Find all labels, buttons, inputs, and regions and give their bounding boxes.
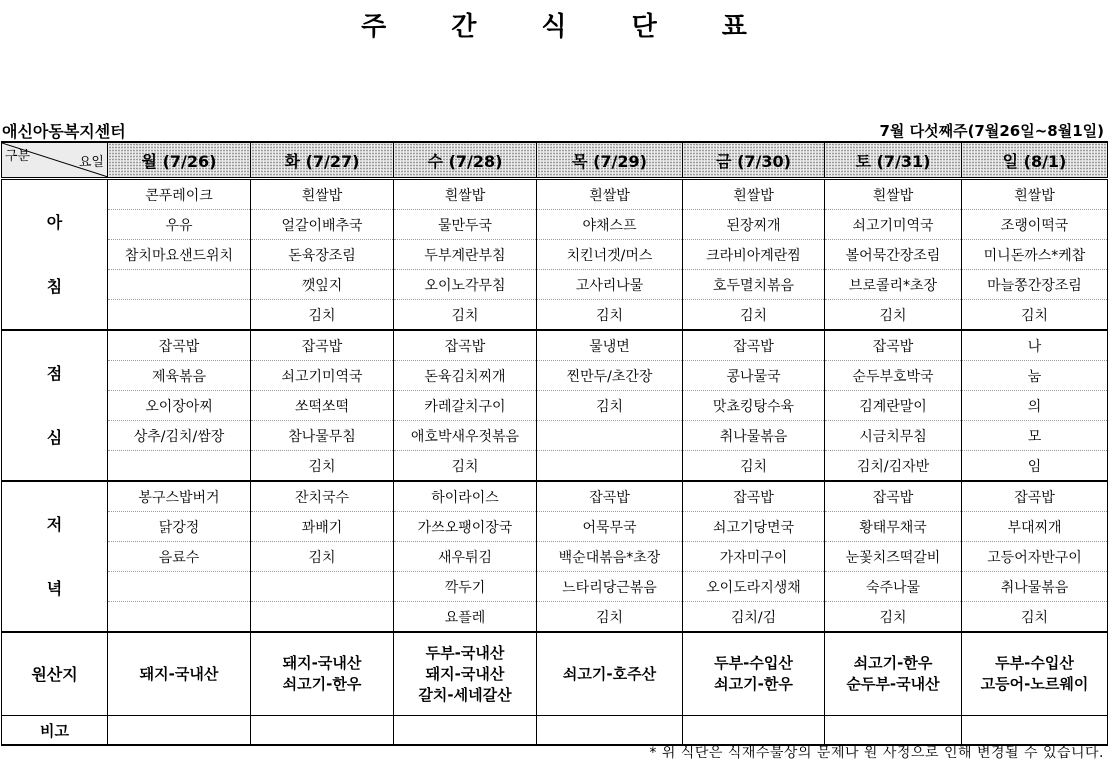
menu-row: [2, 451, 1108, 482]
menu-item: 하이라이스: [394, 481, 537, 512]
menu-item: 김치: [251, 300, 394, 331]
menu-row: [2, 330, 1108, 361]
meal-label: [2, 481, 108, 632]
page-title: 주 간 식 단 표: [361, 12, 775, 42]
origin-cell: [825, 632, 962, 716]
menu-item: 물냉면: [537, 330, 683, 361]
day-header: 금 (7/30): [683, 142, 825, 179]
menu-item: 오이노각무침: [394, 270, 537, 300]
remark-label: 비고: [2, 716, 108, 746]
menu-item: 순두부호박국: [825, 361, 962, 391]
menu-item: 야채스프: [537, 210, 683, 240]
menu-item: [108, 572, 251, 602]
menu-item: 김치: [251, 451, 394, 482]
meal-label-top: 저: [46, 514, 63, 534]
menu-item: 마늘쫑간장조림: [962, 270, 1108, 300]
menu-item: 김치: [394, 300, 537, 331]
day-header: 토 (7/31): [825, 142, 962, 179]
menu-item: 상추/김치/쌈장: [108, 421, 251, 451]
menu-item: 잡곡밥: [683, 330, 825, 361]
menu-item: 눔: [962, 361, 1108, 391]
remark-cell: [537, 716, 683, 746]
menu-item: 참치마요샌드위치: [108, 240, 251, 270]
menu-item: 백순대볶음*초장: [537, 542, 683, 572]
menu-item: 김치: [537, 300, 683, 331]
menu-item: 잡곡밥: [683, 481, 825, 512]
menu-item: 김치: [394, 451, 537, 482]
menu-item: 애호박새우젓볶음: [394, 421, 537, 451]
menu-item: 깍두기: [394, 572, 537, 602]
meal-label-bottom: 침: [46, 276, 63, 296]
menu-item: 꽈배기: [251, 512, 394, 542]
menu-item: [251, 572, 394, 602]
menu-item: 크라비아계란찜: [683, 240, 825, 270]
menu-item: 돈육김치찌개: [394, 361, 537, 391]
remark-cell: [251, 716, 394, 746]
menu-item: 김계란말이: [825, 391, 962, 421]
menu-item: 치킨너겟/머스: [537, 240, 683, 270]
menu-item: 우유: [108, 210, 251, 240]
menu-item: 조랭이떡국: [962, 210, 1108, 240]
origin-cell: [537, 632, 683, 716]
menu-item: 흰쌀밥: [537, 179, 683, 210]
menu-item: 볼어묵간장조림: [825, 240, 962, 270]
menu-item: 된장찌개: [683, 210, 825, 240]
menu-item: 흰쌀밥: [825, 179, 962, 210]
menu-item: 모: [962, 421, 1108, 451]
menu-row: [2, 481, 1108, 512]
origin-line: 두부-수입산: [714, 654, 793, 672]
menu-row: [2, 270, 1108, 300]
day-header: 수 (7/28): [394, 142, 537, 179]
remark-cell: [108, 716, 251, 746]
menu-item: 김치: [962, 602, 1108, 633]
menu-item: 취나물볶음: [962, 572, 1108, 602]
menu-item: 얼갈이배추국: [251, 210, 394, 240]
menu-item: 김치: [251, 542, 394, 572]
corner-weekday-label: 요일: [78, 155, 104, 170]
origin-line: 쇠고기-한우: [853, 654, 933, 672]
menu-item: 김치: [537, 602, 683, 633]
menu-item: 참나물무침: [251, 421, 394, 451]
organization-name: 애신아동복지센터: [2, 122, 126, 141]
menu-row: [2, 602, 1108, 633]
menu-item: 의: [962, 391, 1108, 421]
origin-cell: [108, 632, 251, 716]
day-header: 화 (7/27): [251, 142, 394, 179]
menu-row: [2, 240, 1108, 270]
origin-cell: [251, 632, 394, 716]
menu-row: [2, 572, 1108, 602]
menu-item: [251, 602, 394, 633]
menu-item: 김치: [962, 300, 1108, 331]
menu-item: 눈꽃치즈떡갈비: [825, 542, 962, 572]
menu-item: 취나물볶음: [683, 421, 825, 451]
origin-line: 쇠고기-호주산: [562, 664, 657, 683]
menu-item: 쏘떡쏘떡: [251, 391, 394, 421]
origin-line: 쇠고기-한우: [282, 675, 362, 693]
menu-item: 잡곡밥: [537, 481, 683, 512]
meal-label-top: 점: [46, 363, 63, 383]
origin-line: 돼지-국내산: [139, 664, 219, 683]
menu-item: [108, 602, 251, 633]
remark-cell: [962, 716, 1108, 746]
menu-item: 황태무채국: [825, 512, 962, 542]
origin-line: 고등어-노르웨이: [980, 675, 1089, 693]
menu-item: [108, 270, 251, 300]
menu-row: [2, 542, 1108, 572]
menu-item: 김치/김: [683, 602, 825, 633]
week-range: 7월 다섯째주(7월26일~8월1일): [879, 122, 1104, 140]
menu-item: [537, 421, 683, 451]
menu-item: 가쓰오팽이장국: [394, 512, 537, 542]
header-corner: [2, 142, 108, 179]
meal-label-bottom: 녁: [46, 578, 63, 598]
menu-item: 콩나물국: [683, 361, 825, 391]
origin-line: 두부-국내산: [425, 643, 505, 662]
menu-item: 김치/김자반: [825, 451, 962, 482]
menu-item: 고등어자반구이: [962, 542, 1108, 572]
menu-item: 임: [962, 451, 1108, 482]
origin-cell: [394, 632, 537, 716]
weekly-menu-table: [1, 141, 1108, 746]
menu-item: 잡곡밥: [825, 330, 962, 361]
menu-row: [2, 300, 1108, 331]
menu-item: 잡곡밥: [825, 481, 962, 512]
menu-item: [108, 451, 251, 482]
menu-item: [537, 451, 683, 482]
remark-row: [2, 716, 1108, 746]
menu-item: 잡곡밥: [962, 481, 1108, 512]
menu-item: 고사리나물: [537, 270, 683, 300]
origin-cell: [683, 632, 825, 716]
menu-body: [2, 179, 1108, 633]
menu-item: 쇠고기당면국: [683, 512, 825, 542]
menu-item: 요플레: [394, 602, 537, 633]
menu-item: 흰쌀밥: [251, 179, 394, 210]
menu-item: 김치: [825, 602, 962, 633]
origin-row: [2, 632, 1108, 716]
remark-cell: [394, 716, 537, 746]
menu-item: 돈육장조림: [251, 240, 394, 270]
origin-label: 원산지: [2, 632, 108, 716]
menu-item: 브로콜리*초장: [825, 270, 962, 300]
menu-item: 호두멸치볶음: [683, 270, 825, 300]
header-row: [2, 142, 1108, 179]
menu-row: [2, 512, 1108, 542]
menu-row: [2, 391, 1108, 421]
menu-item: 잡곡밥: [108, 330, 251, 361]
day-header: 목 (7/29): [537, 142, 683, 179]
meal-label-top: 아: [46, 212, 63, 232]
menu-item: 카레갈치구이: [394, 391, 537, 421]
meal-label: [2, 330, 108, 481]
menu-item: 제육볶음: [108, 361, 251, 391]
menu-row: [2, 179, 1108, 210]
menu-item: 흰쌀밥: [394, 179, 537, 210]
origin-line: 두부-수입산: [995, 654, 1074, 672]
menu-item: 김치: [683, 451, 825, 482]
origin-line: 갈치-세네갈산: [418, 685, 512, 704]
menu-item: 김치: [825, 300, 962, 331]
menu-row: [2, 210, 1108, 240]
menu-item: 맛쵸킹탕수육: [683, 391, 825, 421]
menu-item: 느타리당근볶음: [537, 572, 683, 602]
origin-line: 순두부-국내산: [846, 675, 940, 693]
menu-item: 미니돈까스*케찹: [962, 240, 1108, 270]
footnote: * 위 식단은 식재수불상의 문제나 원 사정으로 인해 변경될 수 있습니다.: [649, 745, 1104, 761]
remark-cell: [683, 716, 825, 746]
origin-line: 돼지-국내산: [425, 664, 505, 683]
menu-item: 어묵무국: [537, 512, 683, 542]
menu-item: 닭강정: [108, 512, 251, 542]
menu-item: [108, 300, 251, 331]
menu-item: 흰쌀밥: [683, 179, 825, 210]
corner-category-label: 구분: [5, 149, 31, 164]
menu-item: 깻잎지: [251, 270, 394, 300]
menu-item: 숙주나물: [825, 572, 962, 602]
menu-item: 시금치무침: [825, 421, 962, 451]
meal-label: [2, 179, 108, 331]
menu-row: [2, 361, 1108, 391]
menu-item: 가자미구이: [683, 542, 825, 572]
origin-cell: [962, 632, 1108, 716]
menu-item: 두부계란부침: [394, 240, 537, 270]
menu-item: 잡곡밥: [251, 330, 394, 361]
menu-item: 부대찌개: [962, 512, 1108, 542]
menu-item: 물만두국: [394, 210, 537, 240]
menu-item: 콘푸레이크: [108, 179, 251, 210]
menu-item: 흰쌀밥: [962, 179, 1108, 210]
menu-item: 김치: [537, 391, 683, 421]
menu-item: 김치: [683, 300, 825, 331]
menu-item: 잡곡밥: [394, 330, 537, 361]
menu-item: 나: [962, 330, 1108, 361]
menu-item: 봉구스밥버거: [108, 481, 251, 512]
menu-item: 오이장아찌: [108, 391, 251, 421]
menu-item: 잔치국수: [251, 481, 394, 512]
menu-row: [2, 421, 1108, 451]
day-header: 일 (8/1): [962, 142, 1108, 179]
origin-line: 돼지-국내산: [282, 654, 362, 672]
menu-item: 찐만두/초간장: [537, 361, 683, 391]
day-header: 월 (7/26): [108, 142, 251, 179]
meal-label-bottom: 심: [46, 427, 63, 447]
remark-cell: [825, 716, 962, 746]
menu-item: 오이도라지생채: [683, 572, 825, 602]
menu-item: 새우튀김: [394, 542, 537, 572]
origin-line: 쇠고기-한우: [714, 675, 793, 693]
menu-item: 음료수: [108, 542, 251, 572]
menu-item: 쇠고기미역국: [251, 361, 394, 391]
menu-item: 쇠고기미역국: [825, 210, 962, 240]
